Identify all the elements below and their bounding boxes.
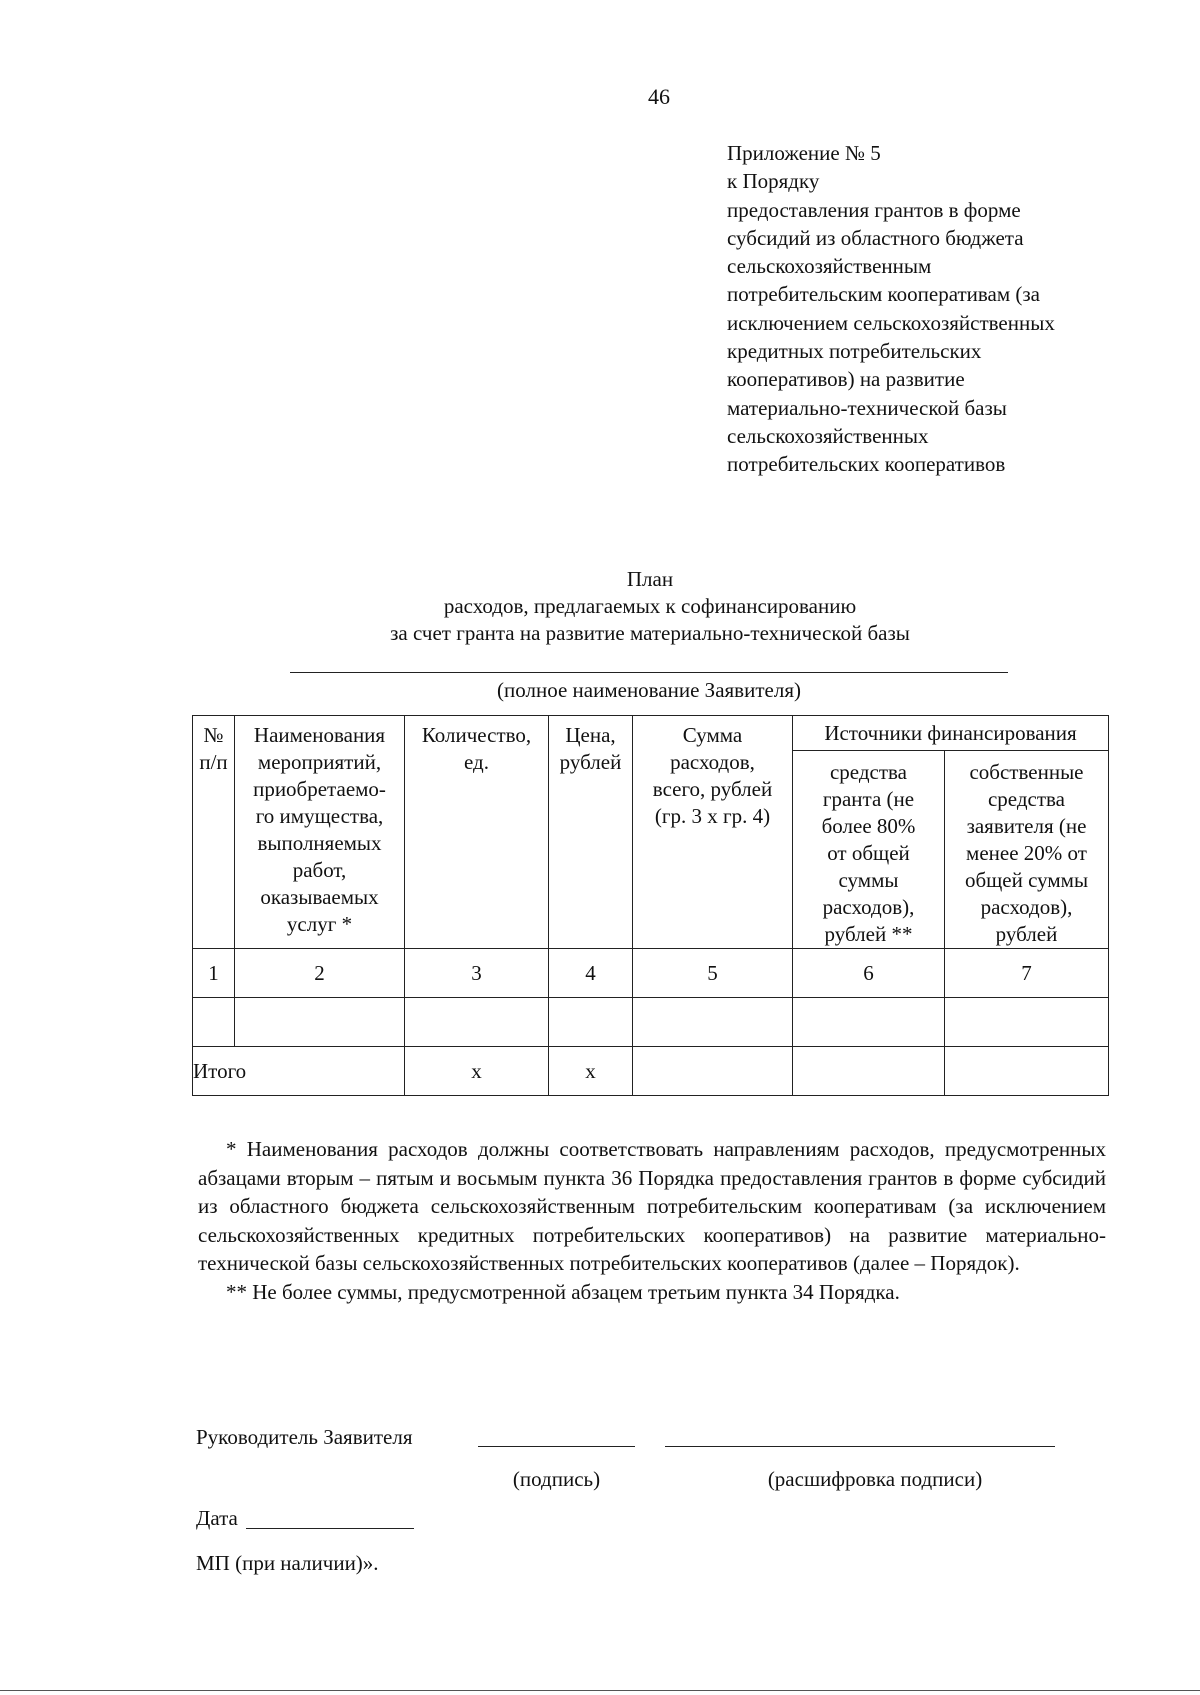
appendix-line: сельскохозяйственным: [727, 254, 932, 279]
table-cell: [193, 998, 235, 1047]
seal-label: МП (при наличии)».: [196, 1551, 379, 1575]
header-text: заявителя (не: [966, 814, 1087, 838]
appendix-line: материально-технической базы: [727, 395, 1007, 420]
total-row: [193, 1047, 1109, 1096]
header-text: рублей: [995, 922, 1058, 946]
header-text: выполняемых: [257, 831, 382, 855]
column-number: 5: [633, 949, 793, 998]
header-text: услуг *: [286, 912, 353, 936]
applicant-caption: (полное наименование Заявителя): [497, 678, 801, 702]
header-sum: [633, 716, 793, 949]
signature-caption: (подпись): [512, 1467, 601, 1491]
header-text: расходов),: [822, 895, 915, 919]
table-cell: [945, 998, 1109, 1047]
page-bottom-rule: [0, 1690, 1200, 1691]
table-cell: [549, 998, 633, 1047]
appendix-line: кооперативов) на развитие: [727, 367, 965, 392]
header-own-funds: [945, 751, 1109, 949]
column-number: 3: [405, 949, 549, 998]
appendix-line: потребительских кооперативов: [727, 452, 1006, 477]
header-text: ед.: [464, 750, 489, 774]
header-text: Цена,: [565, 723, 616, 747]
header-text: гранта (не: [822, 787, 915, 811]
header-grant-funds: [793, 751, 945, 949]
header-price: [549, 716, 633, 949]
header-text: Наименования: [253, 723, 386, 747]
header-text: (гр. 3 х гр. 4): [654, 804, 771, 828]
header-text: №: [203, 723, 224, 747]
header-name: [235, 716, 405, 949]
table-cell: [235, 998, 405, 1047]
appendix-line: субсидий из областного бюджета: [727, 225, 1024, 250]
column-number: 4: [549, 949, 633, 998]
table-cell: [633, 998, 793, 1047]
appendix-line: Приложение № 5: [727, 141, 881, 165]
footnote-1: * Наименования расходов должны соответствовать направлениям расходов, предусмотренных абзацами вторым – пятым и восьмым пункта 36 Порядка предоставления грантов в форме субсидий из областного бюджета сельскохозяйственным потребительским кооперативам (за исключением сельскохозяйственных кредитных потребительских кооперативов) на развитие материально-технической базы сельскохозяйственных потребительских кооперативов (далее – Порядок).: [198, 1137, 1106, 1275]
signature-decoding-caption: (расшифровка подписи): [767, 1467, 983, 1491]
date-line: [246, 1528, 414, 1529]
header-text: мероприятий,: [257, 750, 382, 774]
total-quantity: х: [405, 1047, 549, 1096]
header-text: общей суммы: [964, 868, 1089, 892]
header-text: более 80%: [821, 814, 916, 838]
signature-decoding-line: [665, 1446, 1055, 1447]
applicant-name-line: [290, 672, 1008, 673]
header-text: от общей: [827, 841, 910, 865]
header-text: Количество,: [421, 723, 532, 747]
table-cell: [405, 998, 549, 1047]
table-cell: [793, 998, 945, 1047]
title-line: за счет гранта на развитие материально-технической базы: [390, 621, 910, 645]
column-number-row: [193, 949, 1109, 998]
header-text: всего, рублей: [652, 777, 773, 801]
header-text: расходов,: [670, 750, 755, 774]
footnotes: [198, 1135, 1106, 1306]
appendix-line: исключением сельскохозяйственных: [727, 310, 1055, 335]
header-text: приобретаемо-: [253, 777, 386, 801]
total-own: [945, 1047, 1109, 1096]
header-text: оказываемых: [260, 885, 379, 909]
header-text: работ,: [292, 858, 347, 882]
column-number: 2: [235, 949, 405, 998]
header-num: [193, 716, 235, 949]
header-text: рублей **: [824, 922, 913, 946]
signer-label: Руководитель Заявителя: [196, 1425, 413, 1449]
appendix-line: потребительским кооперативам (за: [727, 282, 1040, 307]
header-text: суммы: [838, 868, 899, 892]
total-sum: [633, 1047, 793, 1096]
column-number: 1: [193, 949, 235, 998]
table-row: [193, 998, 1109, 1047]
header-text: Сумма: [682, 723, 743, 747]
header-text: го имущества,: [255, 804, 384, 828]
header-sources: Источники финансирования: [793, 716, 1109, 751]
header-text: п/п: [199, 750, 228, 774]
header-text: менее 20% от: [966, 841, 1087, 865]
appendix-line: кредитных потребительских: [727, 339, 982, 364]
page-number: 46: [648, 84, 670, 109]
date-label: Дата: [196, 1506, 238, 1530]
title-line: расходов, предлагаемых к софинансированию: [443, 594, 857, 618]
total-price: х: [549, 1047, 633, 1096]
appendix-line: сельскохозяйственных: [727, 423, 929, 448]
header-text: средства: [987, 787, 1065, 811]
header-text: средства: [829, 760, 907, 784]
total-label: Итого: [193, 1047, 405, 1096]
appendix-header: [727, 139, 1157, 479]
header-text: рублей: [559, 750, 622, 774]
signature-line: [478, 1446, 635, 1447]
title-line: План: [626, 567, 674, 591]
expense-plan-table: [192, 715, 1109, 1096]
appendix-line: предоставления грантов в форме: [727, 197, 1021, 222]
header-text: собственные: [969, 760, 1084, 784]
footnote-2: ** Не более суммы, предусмотренной абзацем третьим пункта 34 Порядка.: [226, 1279, 900, 1304]
document-title: [0, 566, 1200, 647]
header-text: расходов),: [980, 895, 1073, 919]
appendix-line: к Порядку: [727, 169, 820, 194]
header-quantity: [405, 716, 549, 949]
column-number: 6: [793, 949, 945, 998]
total-grant: [793, 1047, 945, 1096]
column-number: 7: [945, 949, 1109, 998]
